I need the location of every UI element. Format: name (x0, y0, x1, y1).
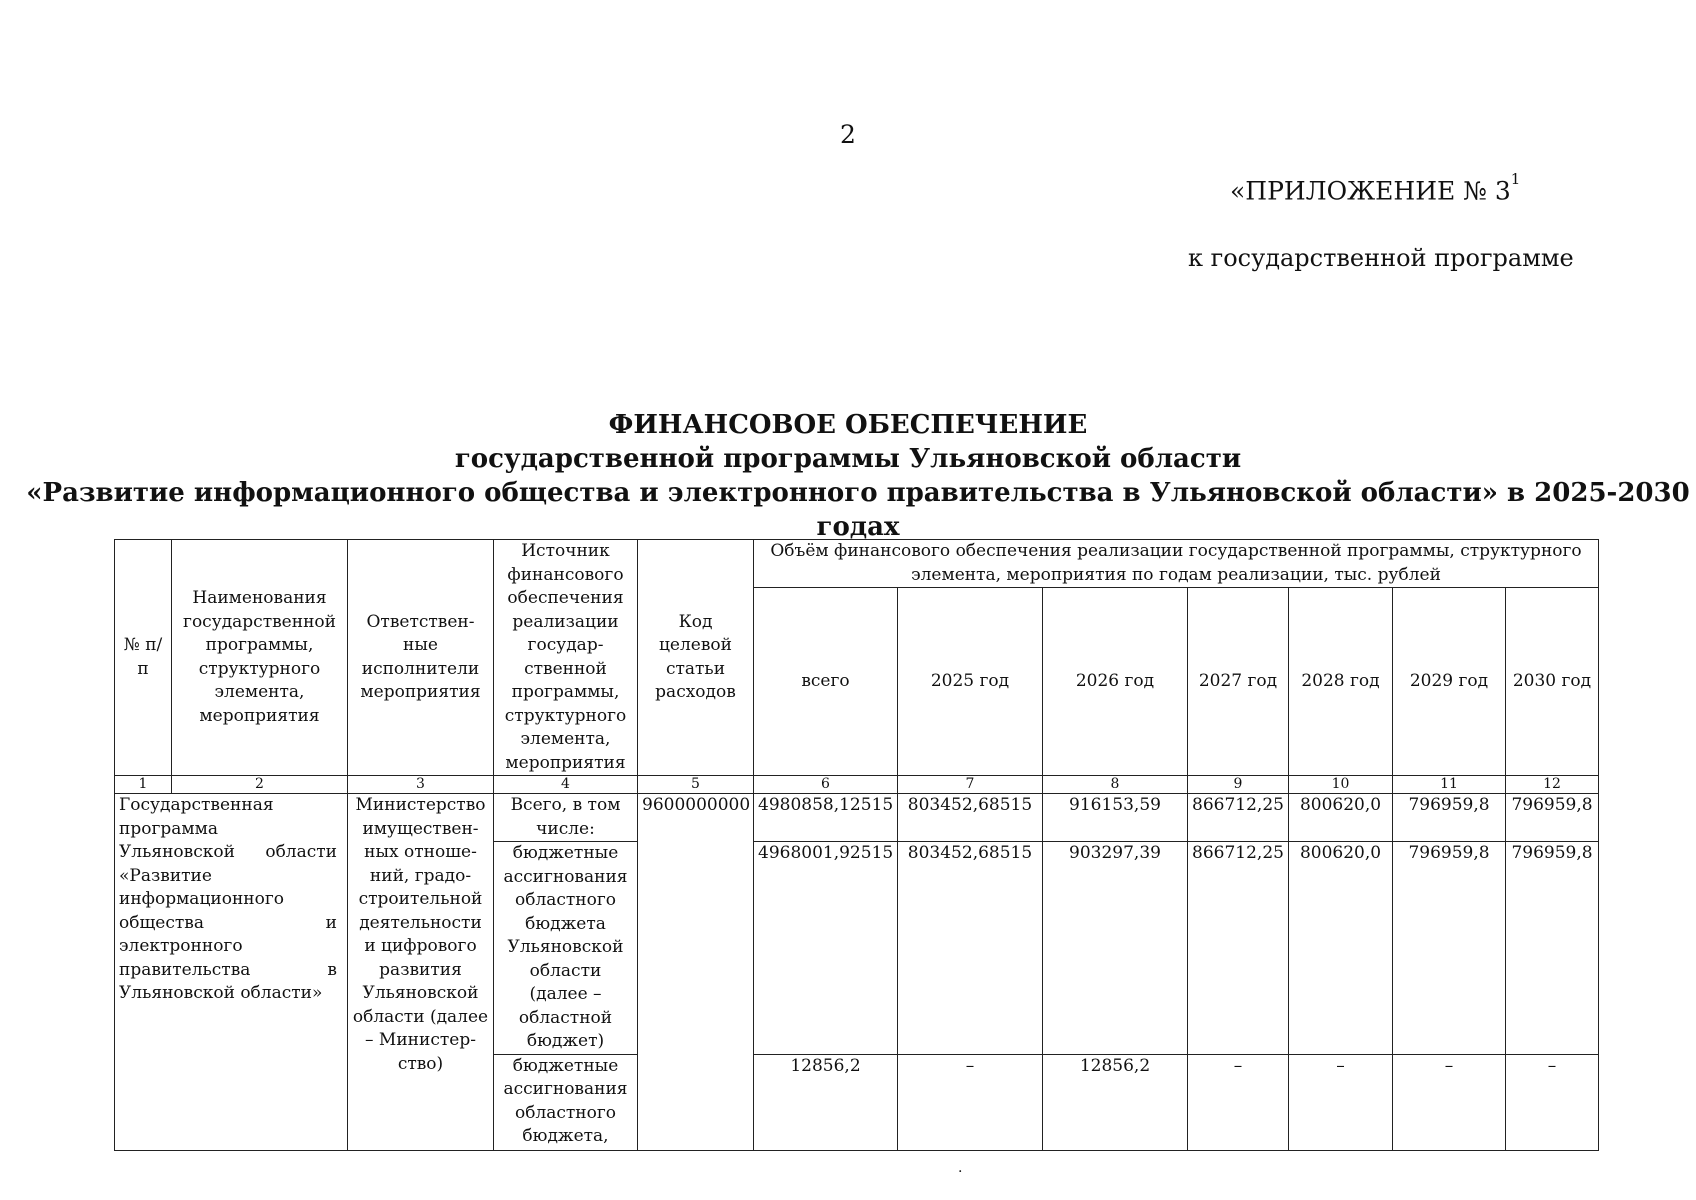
source-cell: Всего, в том числе: (494, 794, 638, 842)
header-name: Наименования государственной программы, структурного элемента, мероприятия (172, 540, 348, 776)
header-year-2026: 2026 год (1043, 588, 1188, 776)
program-code: 9600000000 (638, 794, 754, 1151)
table-row (115, 794, 1599, 842)
header-year-2025: 2025 год (898, 588, 1043, 776)
value-2028: – (1289, 1054, 1393, 1150)
column-number: 11 (1393, 776, 1506, 794)
column-number: 8 (1043, 776, 1188, 794)
title-line-2: государственной программы Ульяновской области (454, 444, 1242, 474)
value-total: 4980858,12515 (754, 794, 898, 842)
column-number: 2 (172, 776, 348, 794)
column-number: 4 (494, 776, 638, 794)
page-number: 2 (840, 120, 856, 149)
value-2026: 12856,2 (1043, 1054, 1188, 1150)
document-title (0, 408, 1696, 544)
column-number: 6 (754, 776, 898, 794)
column-number: 10 (1289, 776, 1393, 794)
source-cell: бюджетные ассигнования областного бюджета Ульяновской области (далее – областной бюджет) (494, 842, 638, 1055)
column-number-row (115, 776, 1599, 794)
program-responsible: Министерство имуществен-ных отноше-ний, градо-строительной деятельности и цифрового развития Ульяновской области (далее – Министер-ство) (348, 794, 494, 1151)
program-name (115, 794, 348, 1151)
appendix-text: «ПРИЛОЖЕНИЕ № 3 (1230, 176, 1511, 206)
value-2027: 866712,25 (1188, 794, 1289, 842)
financing-table (114, 539, 1599, 1151)
value-2030: – (1506, 1054, 1599, 1150)
column-number: 3 (348, 776, 494, 794)
value-2025: 803452,68515 (898, 842, 1043, 1055)
value-2029: 796959,8 (1393, 842, 1506, 1055)
footer-mark: . (958, 1160, 963, 1176)
appendix-label (1230, 170, 1521, 206)
header-responsible: Ответствен-ные исполнители мероприятия (348, 540, 494, 776)
header-num: № п/п (115, 540, 172, 776)
program-name-text: Государственная программа Ульяновской области «Развитие информационного общества и электронного правительства в Ульяновской области» (119, 795, 337, 1003)
value-2029: – (1393, 1054, 1506, 1150)
value-2026: 916153,59 (1043, 794, 1188, 842)
column-number: 7 (898, 776, 1043, 794)
header-volume: Объём финансового обеспечения реализации государственной программы, структурного элемента, мероприятия по годам реализации, тыс. рублей (754, 540, 1599, 588)
value-2026: 903297,39 (1043, 842, 1188, 1055)
header-total: всего (754, 588, 898, 776)
header-year-2027: 2027 год (1188, 588, 1289, 776)
value-2029: 796959,8 (1393, 794, 1506, 842)
title-line-1: ФИНАНСОВОЕ ОБЕСПЕЧЕНИЕ (608, 410, 1088, 440)
value-2030: 796959,8 (1506, 842, 1599, 1055)
header-source: Источник финансового обеспечения реализации государ-ственной программы, структурного элемента, мероприятия (494, 540, 638, 776)
value-2027: – (1188, 1054, 1289, 1150)
header-year-2030: 2030 год (1506, 588, 1599, 776)
value-2028: 800620,0 (1289, 794, 1393, 842)
value-total: 12856,2 (754, 1054, 898, 1150)
column-number: 9 (1188, 776, 1289, 794)
value-total: 4968001,92515 (754, 842, 898, 1055)
source-cell: бюджетные ассигнования областного бюджета, (494, 1054, 638, 1150)
value-2030: 796959,8 (1506, 794, 1599, 842)
value-2027: 866712,25 (1188, 842, 1289, 1055)
title-line-3: «Развитие информационного общества и электронного правительства в Ульяновской области» в 2025-2030 годах (26, 478, 1690, 542)
appendix-superscript: 1 (1510, 170, 1521, 188)
header-year-2029: 2029 год (1393, 588, 1506, 776)
value-2028: 800620,0 (1289, 842, 1393, 1055)
column-number: 1 (115, 776, 172, 794)
header-year-2028: 2028 год (1289, 588, 1393, 776)
to-program-caption: к государственной программе (1188, 244, 1574, 272)
column-number: 5 (638, 776, 754, 794)
column-number: 12 (1506, 776, 1599, 794)
value-2025: 803452,68515 (898, 794, 1043, 842)
header-code: Код целевой статьи расходов (638, 540, 754, 776)
value-2025: – (898, 1054, 1043, 1150)
